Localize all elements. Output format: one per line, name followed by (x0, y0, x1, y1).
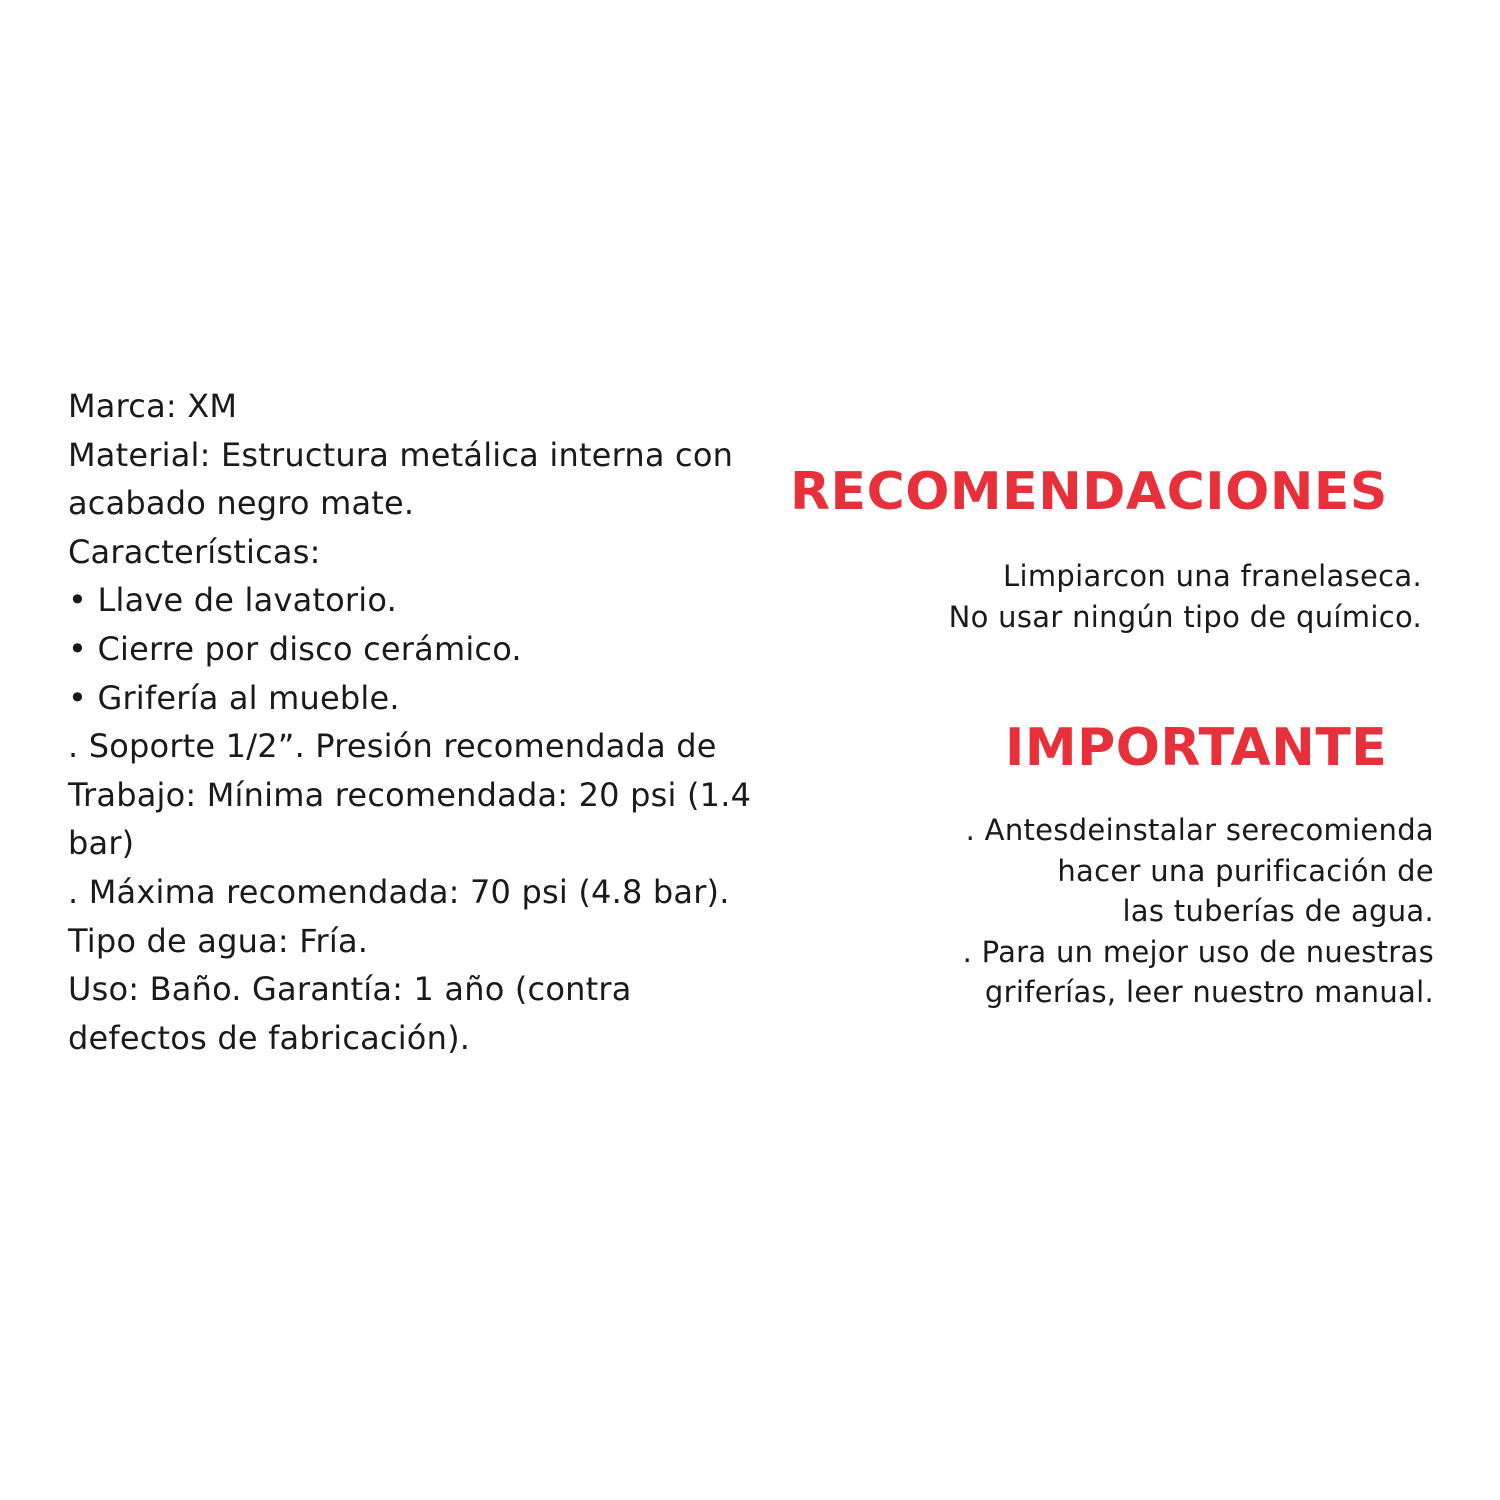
spec-brand: Marca: XM (68, 387, 238, 425)
spec-max-pressure: . Máxima recomendada: 70 psi (4.8 bar). (68, 872, 730, 911)
spec-material: Material: Estructura metálica interna con acabado negro mate. (68, 435, 734, 523)
important-line: las tuberías de agua. (1122, 894, 1434, 928)
important-line: . Para un mejor uso de nuestras (962, 934, 1434, 969)
important-text (963, 810, 1434, 1013)
spec-features-label: Características: (68, 532, 321, 571)
recommendations-text (949, 556, 1422, 637)
spec-feature-item: • Llave de lavatorio. (68, 581, 397, 620)
important-line: hacer una purificación de (1057, 853, 1434, 888)
important-heading: IMPORTANTE (1005, 718, 1388, 778)
spec-feature-item: • Grifería al mueble. (68, 678, 400, 717)
spec-water-type: Tipo de agua: Fría. (68, 921, 369, 960)
important-line: . Antesdeinstalar serecomienda (965, 813, 1434, 847)
recommendations-line: Limpiarcon una franelaseca. (1003, 559, 1422, 593)
recommendations-heading: RECOMENDACIONES (790, 462, 1388, 522)
spec-feature-item: • Cierre por disco cerámico. (68, 629, 522, 668)
specifications-block (68, 382, 758, 1062)
recommendations-line: No usar ningún tipo de químico. (948, 599, 1422, 634)
spec-use-warranty: Uso: Baño. Garantía: 1 año (contra defectos de fabricación). (68, 970, 632, 1057)
important-line: griferías, leer nuestro manual. (984, 975, 1434, 1009)
spec-support-pressure: . Soporte 1/2”. Presión recomendada de Trabajo: Mínima recomendada: 20 psi (1.4 bar) (68, 727, 752, 863)
